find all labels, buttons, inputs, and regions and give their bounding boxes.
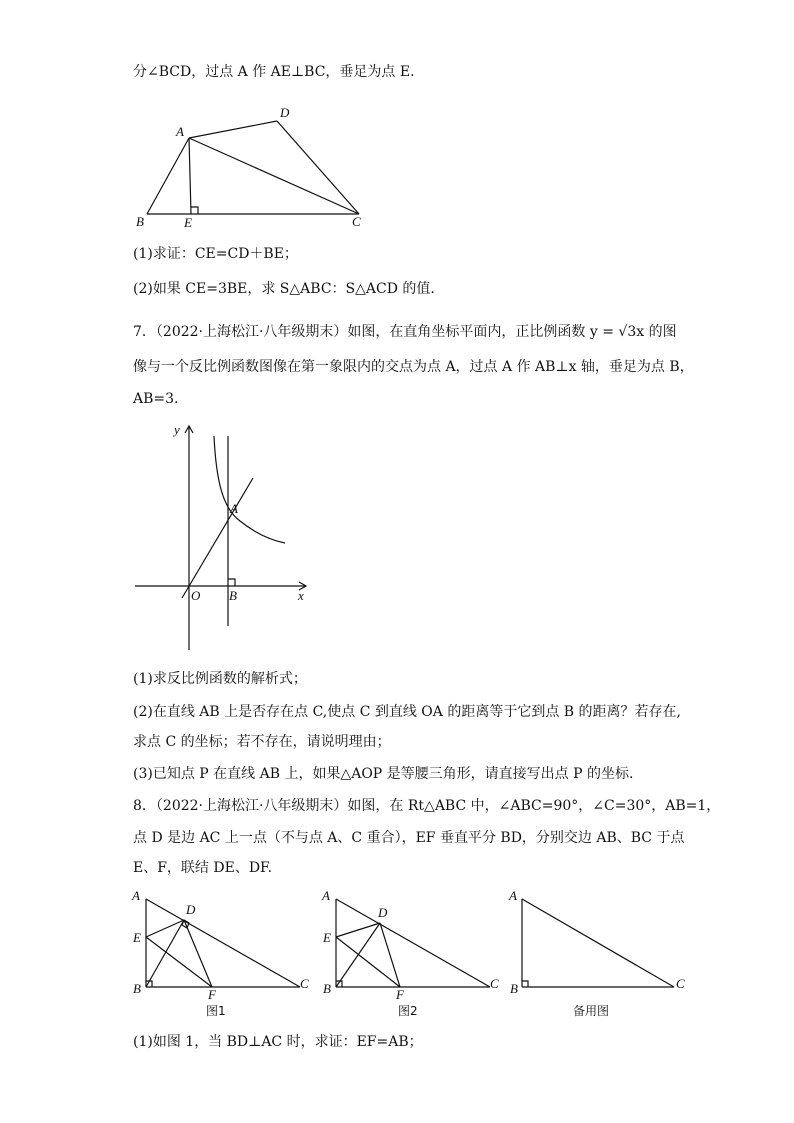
p7-line-1: 7．（2022·上海松江·八年级期末）如图，在直角坐标平面内，正比例函数 y = √3x 的图 [133, 324, 677, 340]
p8-question-1: (1)如图 1，当 BD⊥AC 时，求证：EF=AB； [133, 1034, 423, 1050]
p6-label-b: B [136, 214, 144, 229]
p6-quadrilateral-figure [130, 100, 380, 235]
p6-segment-ad [189, 121, 277, 138]
p8-fig2-label-e: E [323, 930, 331, 945]
p6-question-1: (1)求证：CE=CD＋BE； [133, 246, 298, 262]
p8-caption-backup: 备用图 [573, 1004, 610, 1018]
p8-line-2: 点 D 是边 AC 上一点（不与点 A、C 重合），EF 垂直平分 BD，分别交边 AB、BC 于点 [133, 830, 685, 846]
p8-figure-1 [128, 887, 318, 1022]
p8-backup-label-b: B [510, 981, 518, 996]
p8-fig1-label-e: E [133, 930, 141, 945]
p6-label-c: C [352, 214, 361, 229]
p8-fig1-label-f: F [208, 987, 216, 1002]
p7-label-o: O [191, 588, 201, 603]
p7-right-angle-mark [228, 579, 235, 586]
p8-fig1-label-d: D [186, 902, 196, 917]
p8-fig2-label-f: F [396, 987, 404, 1002]
p7-label-a: A [230, 501, 238, 516]
p7-label-x: x [298, 588, 304, 603]
p8-backup-label-c: C [676, 976, 685, 991]
p7-proportional-line [182, 478, 253, 598]
p8-line-1: 8．（2022·上海松江·八年级期末）如图，在 Rt△ABC 中，∠ABC=90°，∠C=30°，AB=1， [133, 798, 721, 814]
p7-question-3: (3)已知点 P 在直线 AB 上，如果△AOP 是等腰三角形，请直接写出点 P 的坐标. [133, 766, 634, 782]
p8-fig1-label-a: A [132, 888, 140, 903]
p8-caption-figure-2: 图2 [398, 1004, 418, 1018]
p6-label-a: A [176, 124, 184, 139]
p6-question-2: (2)如果 CE=3BE，求 S△ABC：S△ACD 的值. [133, 281, 435, 297]
p7-question-1: (1)求反比例函数的解析式； [133, 671, 307, 687]
p7-label-y: y [174, 422, 180, 437]
p8-fig2-label-b: B [323, 981, 331, 996]
p8-fig2-label-d: D [378, 905, 388, 920]
p7-line-3: AB=3. [133, 391, 179, 407]
p8-line-3: E、F，联结 DE、DF. [133, 860, 273, 876]
p6-label-e: E [184, 215, 192, 230]
p8-caption-figure-1: 图1 [206, 1004, 226, 1018]
p7-label-b: B [229, 588, 237, 603]
p8-backup-label-a: A [509, 888, 517, 903]
p8-backup-figure [505, 887, 695, 1022]
p6-segment-ae [189, 138, 191, 214]
p8-fig1-label-b: B [133, 981, 141, 996]
p7-question-2-line-2: 求点 C 的坐标；若不存在，请说明理由； [133, 734, 391, 750]
p6-segment-ab [147, 138, 189, 214]
p8-figure-2 [318, 887, 508, 1022]
p7-coordinate-figure [130, 418, 315, 653]
p6-segment-dc [277, 121, 359, 214]
p8-fig1-label-c: C [300, 976, 309, 991]
p6-right-angle-mark [191, 207, 198, 214]
p8-fig2-label-a: A [322, 888, 330, 903]
p7-question-2-line-1: (2)在直线 AB 上是否存在点 C,使点 C 到直线 OA 的距离等于它到点 B 的距离？若存在, [133, 704, 681, 720]
p6-label-d: D [280, 105, 290, 120]
p6-segment-ac [189, 138, 359, 214]
p6-intro-line: 分∠BCD，过点 A 作 AE⊥BC，垂足为点 E. [133, 64, 415, 80]
p7-line-2: 像与一个反比例函数图像在第一象限内的交点为点 A，过点 A 作 AB⊥x 轴，垂足为点 B， [133, 359, 694, 375]
p8-fig2-label-c: C [490, 976, 499, 991]
